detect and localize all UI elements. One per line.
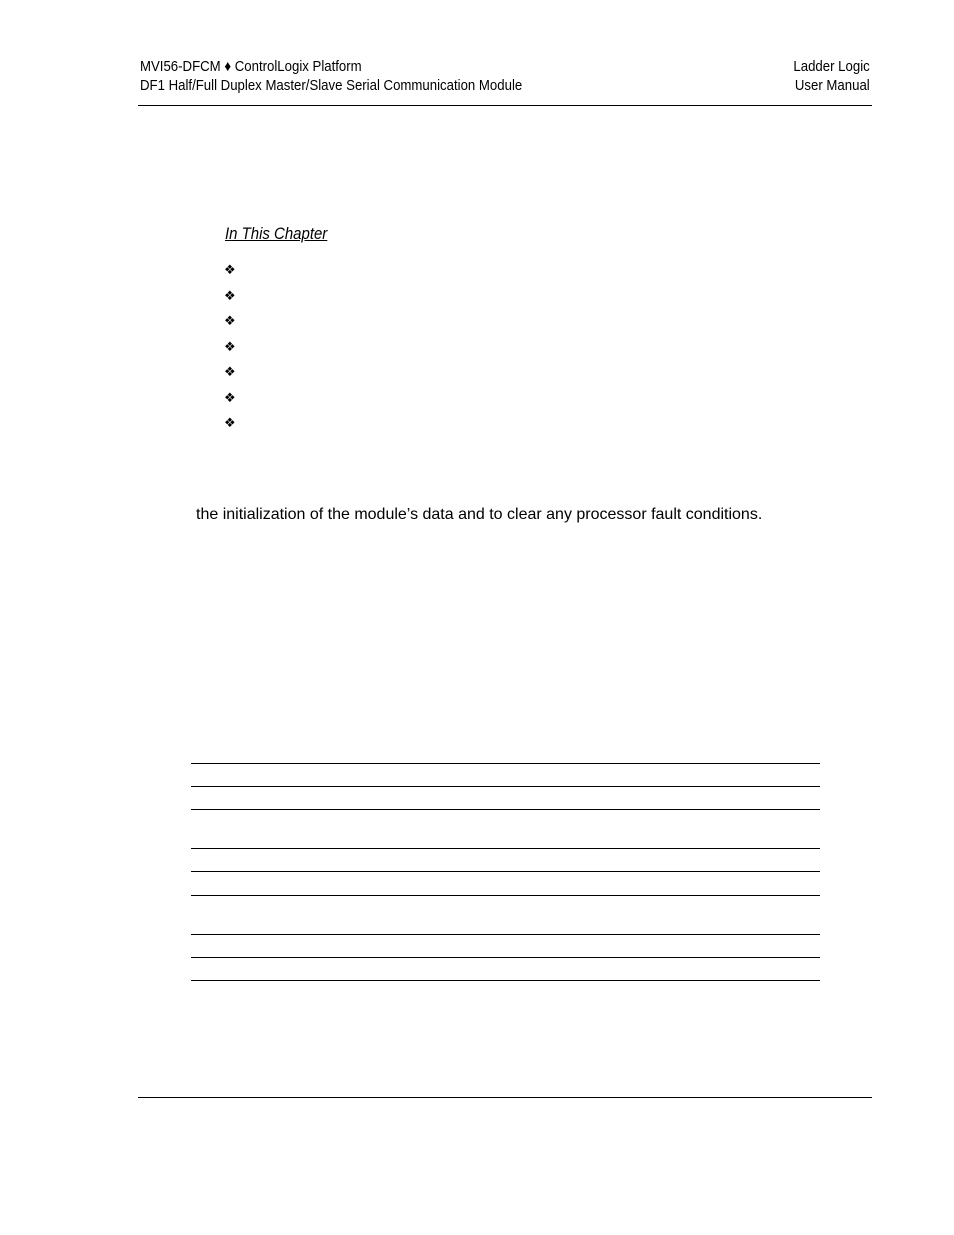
chapter-contents-bullet: ❖ bbox=[224, 390, 236, 406]
chapter-contents-bullet: ❖ bbox=[224, 263, 236, 278]
table-rule bbox=[191, 848, 820, 849]
table-rule bbox=[191, 957, 820, 958]
table-rule bbox=[191, 895, 820, 896]
footer-divider bbox=[138, 1097, 872, 1098]
chapter-contents-bullet: ❖ bbox=[224, 339, 236, 355]
header-product-title: MVI56-DFCM ♦ ControlLogix Platform bbox=[140, 58, 362, 75]
header-product-subtitle: DF1 Half/Full Duplex Master/Slave Serial Communication Module bbox=[140, 77, 523, 94]
chapter-contents-bullet: ❖ bbox=[224, 416, 236, 431]
header-document-type: User Manual bbox=[795, 77, 870, 94]
page-header-right bbox=[794, 57, 870, 95]
header-divider bbox=[138, 105, 872, 106]
table-rule bbox=[191, 763, 820, 764]
header-section-title: Ladder Logic bbox=[793, 58, 870, 75]
chapter-contents-heading: In This Chapter bbox=[225, 224, 328, 243]
table-rule bbox=[191, 809, 820, 810]
chapter-contents-list bbox=[224, 262, 236, 441]
chapter-contents-bullet: ❖ bbox=[224, 314, 236, 329]
chapter-contents-bullet: ❖ bbox=[224, 365, 236, 380]
body-paragraph: the initialization of the module’s data and to clear any processor fault conditions. bbox=[196, 506, 763, 523]
table-rule bbox=[191, 934, 820, 935]
table-rule bbox=[191, 871, 820, 872]
table-rule bbox=[191, 786, 820, 787]
table-rule bbox=[191, 980, 820, 981]
chapter-contents-bullet: ❖ bbox=[224, 288, 236, 304]
page-header-left bbox=[140, 57, 522, 95]
